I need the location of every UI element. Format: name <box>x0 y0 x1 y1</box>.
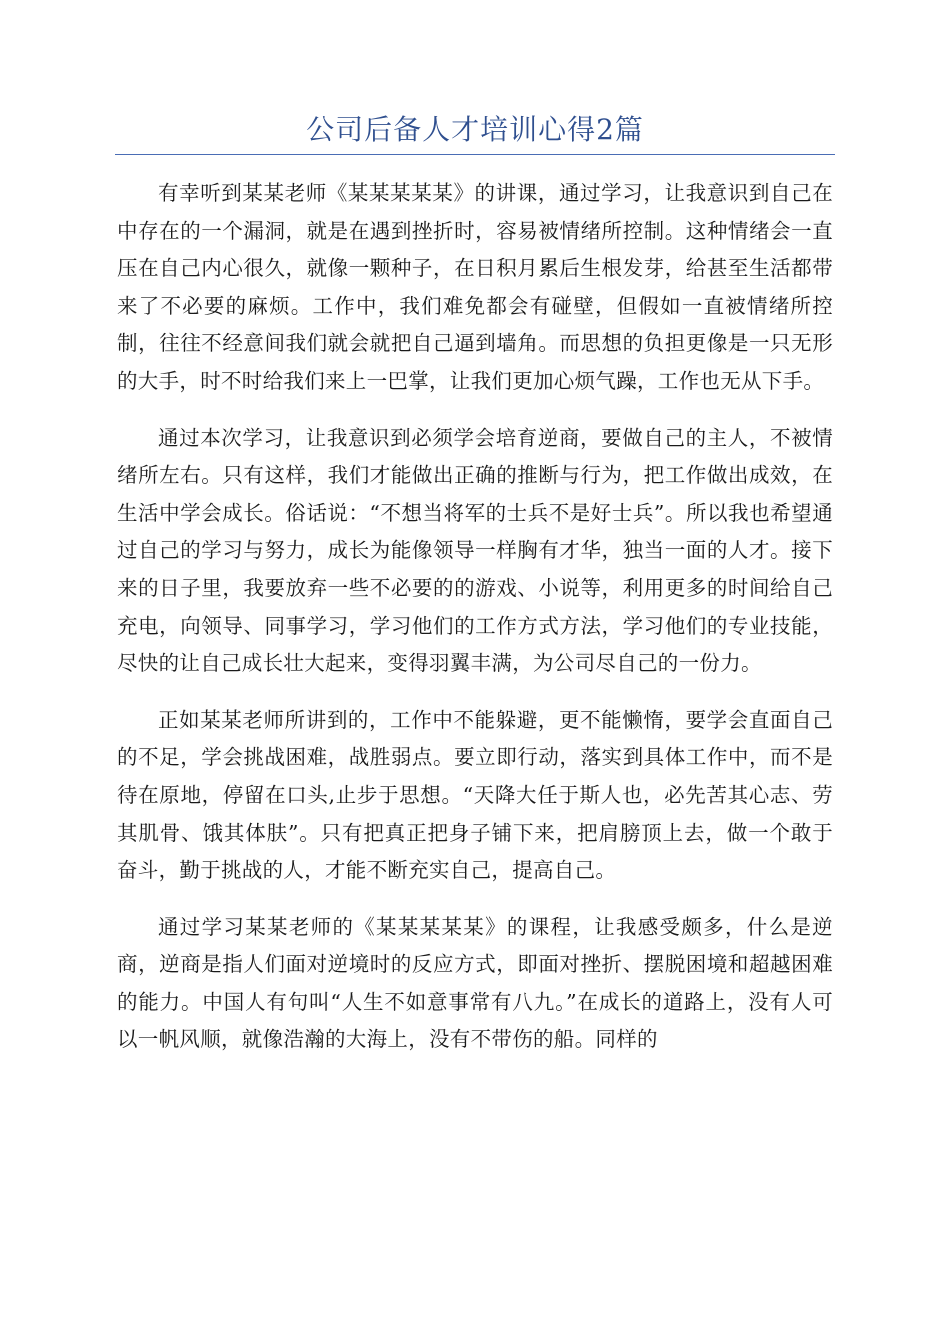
paragraph-3: 正如某某老师所讲到的，工作中不能躲避，更不能懒惰，要学会直面自己的不足，学会挑战困难，战胜弱点。要立即行动，落实到具体工作中，而不是待在原地，停留在口头,止步于思想。“天降大任于斯人也，必先苦其心志、劳其肌骨、饿其体肤”。只有把真正把身子铺下来，把肩膀顶上去，做一个敢于奋斗，勤于挑战的人，才能不断充实自己，提高自己。 <box>117 707 833 883</box>
title-underline <box>115 154 835 155</box>
paragraph-4: 通过学习某某老师的《某某某某某》的课程，让我感受颇多，什么是逆商，逆商是指人们面对逆境时的反应方式，即面对挫折、摆脱困境和超越困难的能力。中国人有句叫“人生不如意事常有八九。”在成长的道路上，没有人可以一帆风顺，就像浩瀚的大海上，没有不带伤的船。同样的 <box>117 914 833 1052</box>
paragraph-2: 通过本次学习，让我意识到必须学会培育逆商，要做自己的主人，不被情绪所左右。只有这样，我们才能做出正确的推断与行为，把工作做出成效，在生活中学会成长。俗话说：“不想当将军的士兵不是好士兵”。所以我也希望通过自己的学习与努力，成长为能像领导一样胸有才华，独当一面的人才。接下来的日子里，我要放弃一些不必要的的游戏、小说等，利用更多的时间给自己充电，向领导、同事学习，学习他们的工作方式方法，学习他们的专业技能，尽快的让自己成长壮大起来，变得羽翼丰满，为公司尽自己的一份力。 <box>117 425 833 676</box>
document-body <box>117 175 833 1078</box>
paragraph-1: 有幸听到某某老师《某某某某某》的讲课，通过学习，让我意识到自己在中存在的一个漏洞，就是在遇到挫折时，容易被情绪所控制。这种情绪会一直压在自己内心很久，就像一颗种子，在日积月累后生根发芽，给甚至生活都带来了不必要的麻烦。工作中，我们难免都会有碰壁，但假如一直被情绪所控制，往往不经意间我们就会就把自己逼到墙角。而思想的负担更像是一只无形的大手，时不时给我们来上一巴掌，让我们更加心烦气躁，工作也无从下手。 <box>117 181 833 393</box>
document-title: 公司后备人才培训心得2篇 <box>306 113 644 146</box>
